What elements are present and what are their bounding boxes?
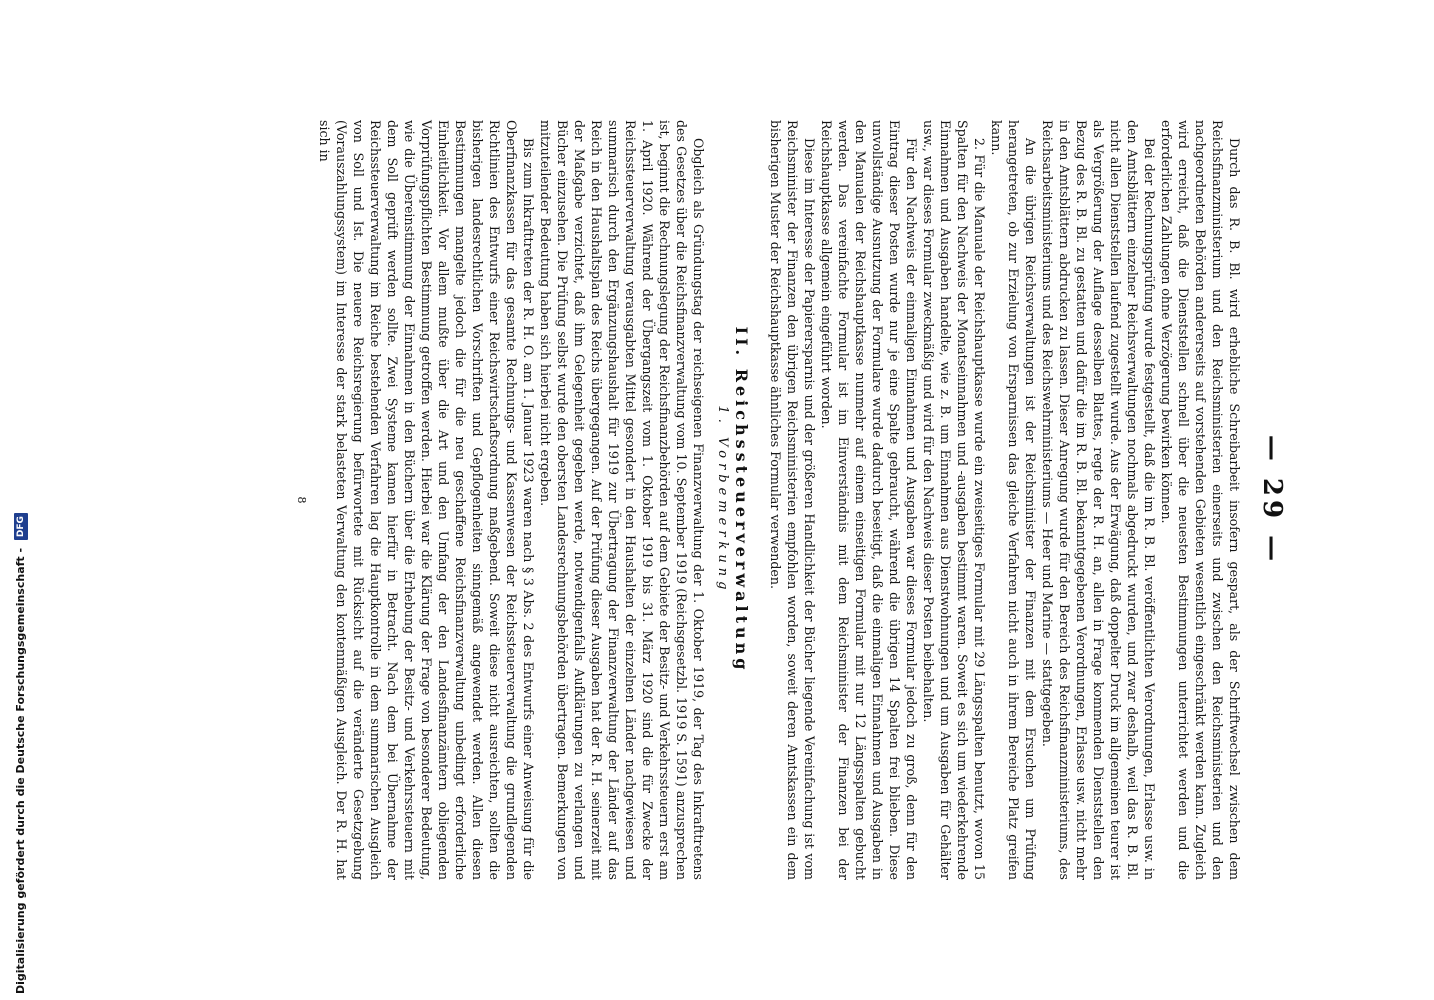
scanned-page bbox=[107, 90, 1327, 910]
subsection-title: 1. Vorbemerkung bbox=[715, 405, 730, 595]
dfg-logo-icon: DFG bbox=[14, 513, 28, 540]
credit-text: Digitalisierung gefördert durch die Deutsche Forschungsgemeinschaft - bbox=[14, 547, 27, 994]
digitization-credit bbox=[14, 4, 28, 994]
signature-mark: 8 bbox=[295, 496, 308, 504]
paragraph: Obgleich als Gründungstag der reichseigenen Finanzverwaltung der 1. Oktober 1919, der Tag des Inkrafttretens des Gesetzes über die Reichsfinanzverwaltung vom 10. September 1919 (Reichsgesetzbl. 1919 S. 1591) anzusprechen ist, beginnt die Rechnungslegung der Reichsfinanzbehörden auf dem Gebiete der Besitz- und Verkehrssteuern erst am 1. April 1920. Während der Übergangszeit vom 1. Oktober 1919 bis 31. März 1920 sind die für Zwecke der Reichssteuerverwaltung verausgabten Mittel gesondert in den Haushalten der einzelnen Länder nachgewiesen und summarisch durch den Ergänzungshaushalt für 1919 zur Übertragung der Finanzverwaltung der Länder auf das Reich in den Haushaltsplan des Reichs übergegangen. Auf der Prüfung dieser Ausgaben hat der R. H. seinerzeit mit der Maßgabe verzichtet, daß ihm Gelegenheit gegeben werde, notwendigenfalls Aufklärungen zu verlangen und Bücher einzusehen. Die Prüfung selbst wurde den obersten Landesrechnungsbehörden übertragen. Bemerkungen von mitzuteilender Bedeutung haben sich hierbei nicht ergeben. bbox=[538, 120, 706, 880]
paragraph: Bei der Rechnungsprüfung wurde festgestellt, daß die im R. B. Bl. veröffentlichten Verordnungen, Erlasse usw. in den Amtsblättern einzelner Reichsverwaltungen nochmals abgedruckt wurden, und zwar deshalb, weil das R. B. Bl. nicht allen Dienststellen laufend zugestellt wurde. Aus der Erwägung, daß doppelter Druck im allgemeinen teurer ist als Vergrößerung der Auflage desselben Blattes, regte der R. H. an, allen in Frage kommenden Dienststellen den Bezug des R. B. Bl. zu gestatten und dafür die im R. B. Bl. bekanntgegebenen Verordnungen, Erlasse usw. nicht mehr in den Amtsblättern abdrucken zu lassen. Dieser Anregung wurde für den Bereich des Reichsfinanzministeriums, des Reichsarbeitsministeriums und des Reichswehrministeriums — Heer und Marine — stattgegeben. bbox=[1040, 120, 1157, 880]
paragraph: 2. Für die Manuale der Reichshauptkasse wurde ein zweiseitiges Formular mit 29 Längsspalten benutzt, wovon 15 Spalten für den Nachweis der Monatseinnahmen und -ausgaben bestimmt waren. Soweit es sich um wiederkehrende Einnahmen und Ausgaben handelte, wie z. B. um Einnahmen aus Dienstwohnungen und um Ausgaben für Gehälter usw., war dieses Formular zweckmäßig und wird für den Nachweis dieser Posten beibehalten. bbox=[921, 120, 987, 880]
paragraph: An die übrigen Reichsverwaltungen ist der Reichsminister der Finanzen mit dem Ersuchen um Prüfung herangetreten, ob zur Erzielung von Ersparnissen das gleiche Verfahren nicht auch in ihrem Bereiche Platz greifen kann. bbox=[989, 120, 1038, 880]
section-title: II. Reichssteuerverwaltung bbox=[732, 326, 751, 674]
paragraph: Für den Nachweis der einmaligen Einnahmen und Ausgaben war dieses Formular jedoch zu groß, denn für den Eintrag dieser Posten wurde nur je eine Spalte gebraucht, während die übrigen 14 Spalten frei blieben. Diese unvollständige Ausnutzung der Formulare wurde dadurch beseitigt, daß die einmaligen Einnahmen und Ausgaben in den Manualen der Reichshauptkasse nunmehr auf einem einseitigen Formular mit nur 12 Längsspalten gebucht werden. Das vereinfachte Formular ist im Einverständnis mit dem Reichsminister der Finanzen bei der Reichshauptkasse allgemein eingeführt worden. bbox=[819, 120, 919, 880]
paragraph: Bis zum Inkrafttreten der R. H. O. am 1. Januar 1923 waren nach § 3 Abs. 2 des Entwurfs einer Anweisung für die Oberfinanzkassen für das gesamte Rechnungs- und Kassenwesen der Reichssteuerverwaltung die grundlegenden Richtlinien des Entwurfs einer Reichswirtschaftsordnung maßgebend. Soweit diese nicht ausreichten, sollten die bisherigen landesrechtlichen Vorschriften und Gepflogenheiten sinngemäß angewendet werden. Allen diesen Bestimmungen mangelte jedoch die für die neu geschaffene Reichsfinanzverwaltung unbedingt erforderliche Einheitlichkeit. Vor allem mußte über die Art und den Umfang der den Landesfinanzämtern obliegenden Vorprüfungspflichten Bestimmung getroffen werden. Hierbei war die Klärung der Frage von besonderer Bedeutung, wie die Übereinstimmung der Einnahmen in den Büchern über die Erhebung der Besitz- und Verkehrssteuern mit dem Soll geprüft werden sollte. Zwei Systeme kamen hierfür in Betracht. Nach dem bei Übernahme der Reichssteuerverwaltung im Reiche bestehenden Verfahren lag die Hauptkontrolle in dem summarischen Ausgleich von Soll und Ist. Die neuere Reichsregierung befürwortete mit Rücksicht auf die veränderte Gesetzgebung (Vorauszahlungssystem) im Interesse der stark belasteten Verwaltung den kontenmäßigen Ausgleich. Der R. H. hat sich in bbox=[317, 120, 536, 880]
paragraph: Diese im Interesse der Papierersparnis und der größeren Handlichkeit der Bücher liegende Vereinfachung ist vom Reichsminister der Finanzen den übrigen Reichsministerien empfohlen worden, soweit deren Amtskassen ein dem bisherigen Muster der Reichshauptkasse ähnliches Formular verwenden. bbox=[768, 120, 817, 880]
page-content bbox=[295, 120, 1287, 880]
paragraph: Durch das R. B. Bl. wird erhebliche Schreibarbeit insofern gespart, als der Schriftwechsel zwischen dem Reichsfinanzministerium und den Reichsministerien einerseits und zwischen den Reichsministerien und den nachgeordneten Behörden andererseits auf vorstehenden Gebieten wesentlich eingeschränkt werden kann. Zugleich wird erreicht, daß die Dienststellen schnell über die neuesten Bestimmungen unterrichtet werden und die erforderlichen Zahlungen ohne Verzögerung bewirken können. bbox=[1159, 120, 1242, 880]
page-number: — 29 — bbox=[1257, 434, 1287, 566]
